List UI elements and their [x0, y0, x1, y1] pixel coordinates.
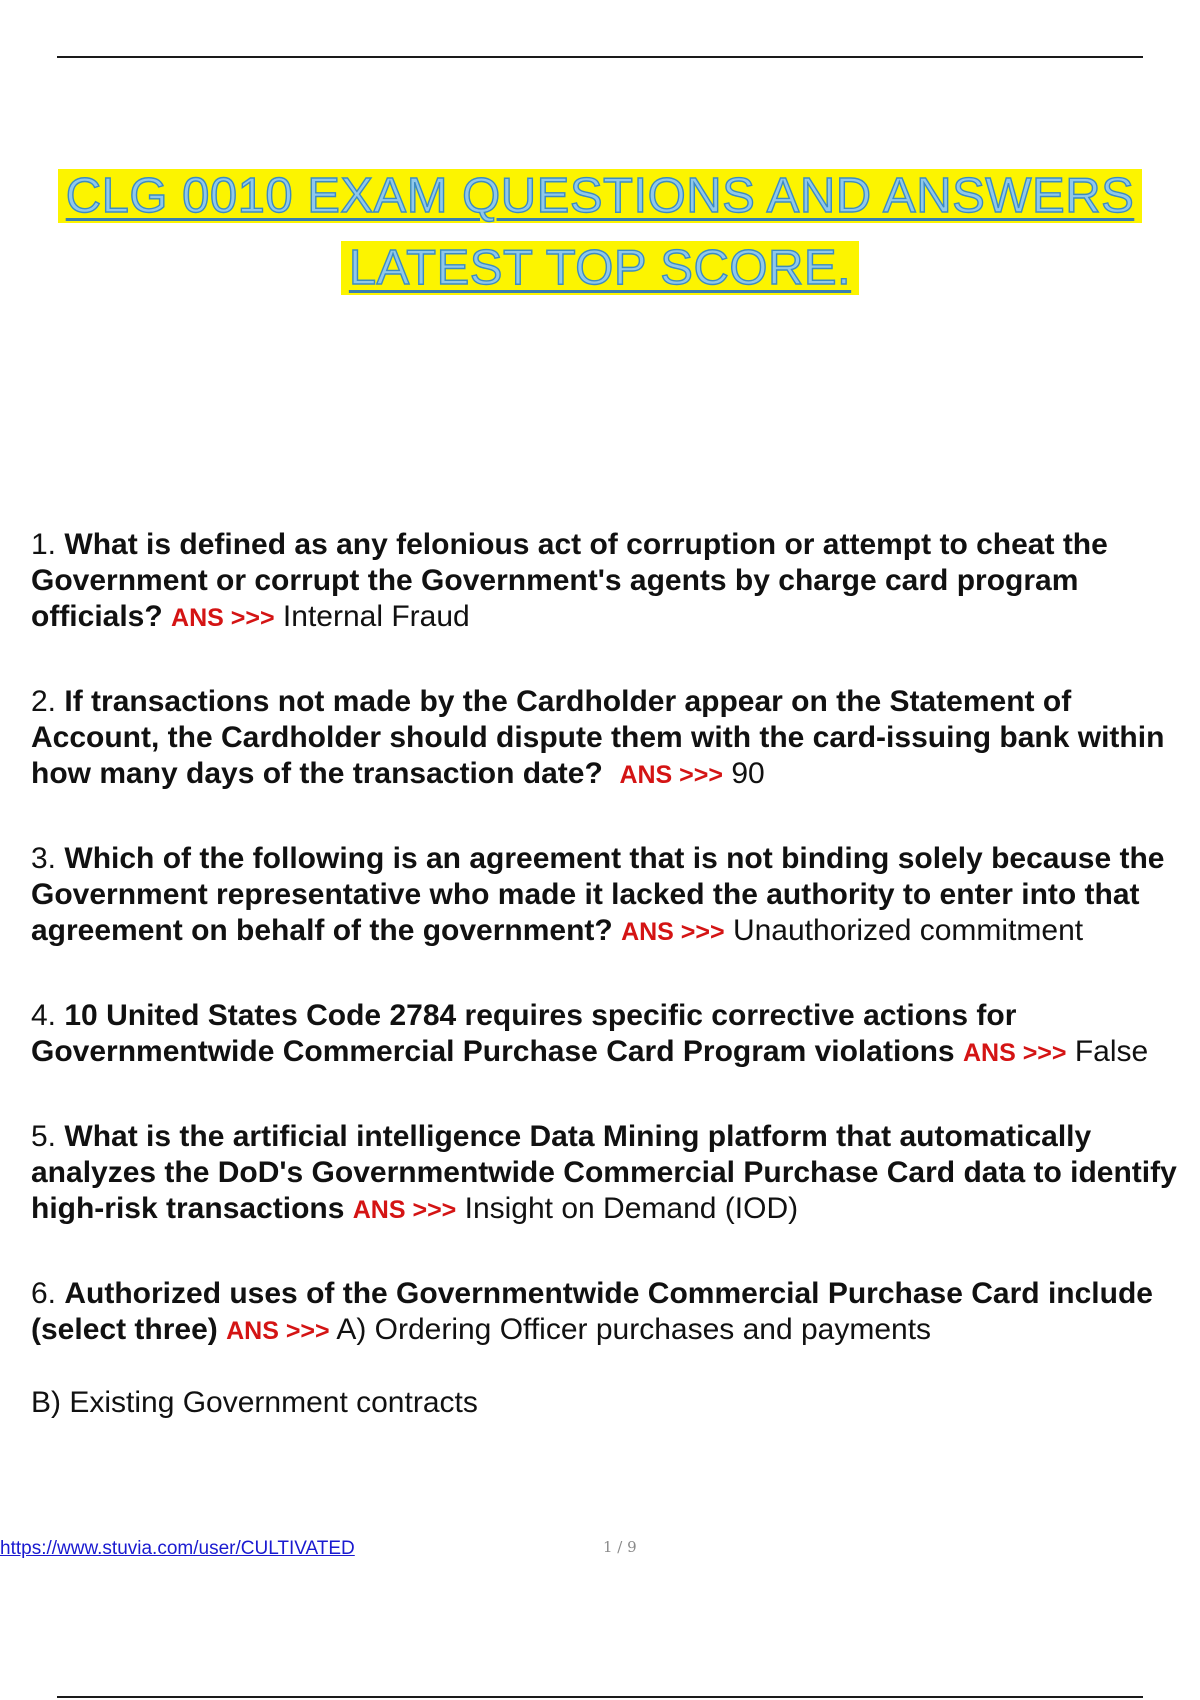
question-item: [31, 998, 1200, 1071]
question-number: 2.: [31, 685, 57, 718]
page-number: 1 / 9: [603, 1538, 637, 1556]
question-text: What is defined as any felonious act of corruption or attempt to cheat the Government or corrupt the Government's agents by charge card program officials?: [31, 528, 1108, 633]
answer-marker: ANS >>>: [226, 1317, 330, 1345]
question-item: [31, 1119, 1200, 1228]
answer-marker: ANS >>>: [171, 604, 275, 632]
question-item: [31, 841, 1200, 950]
answer-text: A) Ordering Officer purchases and payments: [336, 1313, 932, 1346]
question-item: [31, 1276, 1200, 1349]
answer-text: Unauthorized commitment: [732, 914, 1084, 947]
question-number: 6.: [31, 1277, 57, 1310]
title-line-1: CLG 0010 EXAM QUESTIONS AND ANSWERS: [58, 169, 1143, 223]
footer-link[interactable]: https://www.stuvia.com/user/CULTIVATED: [0, 1538, 355, 1559]
question-text: 10 United States Code 2784 requires specific corrective actions for Governmentwide Commercial Purchase Card Program violations: [31, 999, 1017, 1068]
question-text: Which of the following is an agreement that is not binding solely because the Government representative who made it lacked the authority to enter into that agreement on behalf of the government?: [31, 842, 1165, 947]
answer-text: 90: [731, 757, 765, 790]
question-text: If transactions not made by the Cardholder appear on the Statement of Account, the Cardholder should dispute them with the card-issuing bank within how many days of the transaction date?: [31, 685, 1165, 790]
question-text: Authorized uses of the Governmentwide Commercial Purchase Card include (select three): [31, 1277, 1153, 1346]
answer-marker: ANS >>>: [352, 1196, 457, 1224]
question-number: 4.: [31, 999, 57, 1032]
title-line-2: LATEST TOP SCORE.: [341, 241, 859, 295]
question-list: [31, 527, 1200, 1451]
answer-text: Internal Fraud: [282, 600, 470, 633]
answer-continuation: B) Existing Government contracts: [31, 1386, 478, 1419]
question-number: 1.: [31, 528, 57, 561]
question-number: 3.: [31, 842, 57, 875]
answer-marker: ANS >>>: [621, 918, 725, 946]
top-rule: [57, 56, 1143, 58]
answer-text: False: [1074, 1035, 1149, 1068]
question-item: [31, 684, 1200, 793]
question-item: [31, 527, 1200, 636]
answer-marker: ANS >>>: [619, 761, 723, 789]
document-title: [0, 160, 1200, 304]
answer-text: Insight on Demand (IOD): [464, 1192, 799, 1225]
answer-marker: ANS >>>: [962, 1039, 1067, 1067]
question-text: What is the artificial intelligence Data Mining platform that automatically analyzes the DoD's Governmentwide Commercial Purchase Card data to identify high-risk transactions: [31, 1120, 1177, 1225]
question-number: 5.: [31, 1120, 57, 1153]
bottom-rule: [57, 1696, 1143, 1698]
